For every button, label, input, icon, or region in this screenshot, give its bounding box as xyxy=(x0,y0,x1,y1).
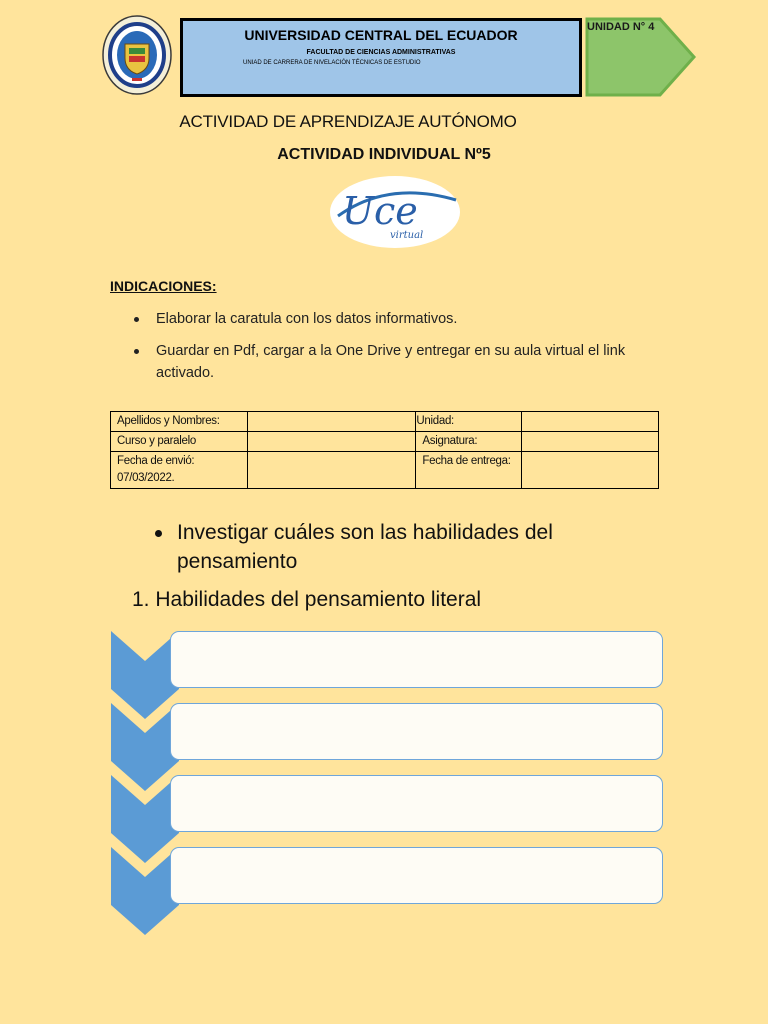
uce-logo-subtext: virtual xyxy=(390,230,424,241)
diagram-text-box[interactable] xyxy=(170,703,663,760)
header-banner xyxy=(180,18,582,97)
table-row xyxy=(111,432,659,452)
uce-logo-text: Uce xyxy=(342,189,418,233)
university-title: UNIVERSIDAD CENTRAL DEL ECUADOR xyxy=(244,27,518,43)
list-item: Guardar en Pdf, cargar a la One Drive y entregar en su aula virtual el link activado. xyxy=(132,340,652,384)
table-cell xyxy=(247,452,416,489)
activity-subtitle: ACTIVIDAD INDIVIDUAL Nº5 xyxy=(277,146,491,163)
diagram-text-box[interactable] xyxy=(170,775,663,832)
numbered-heading: 1. Habilidades del pensamiento literal xyxy=(132,588,482,611)
table-cell xyxy=(247,412,416,432)
table-row xyxy=(111,412,659,432)
table-cell xyxy=(522,412,659,432)
student-info-table xyxy=(110,411,659,489)
indicaciones-list xyxy=(132,308,652,394)
uce-virtual-logo xyxy=(328,174,462,250)
career-name: UNIAD DE CARRERA DE NIVELACIÓN TÉCNICAS DE ESTUDIO xyxy=(243,60,421,66)
diagram-text-box[interactable] xyxy=(170,847,663,904)
table-cell: Curso y paralelo xyxy=(111,432,248,452)
diagram-text-box[interactable] xyxy=(170,631,663,688)
table-cell xyxy=(522,432,659,452)
table-cell xyxy=(522,452,659,489)
indicaciones-heading: INDICACIONES: xyxy=(110,278,217,294)
chevron-down-icon xyxy=(111,847,179,935)
university-seal-icon xyxy=(101,14,173,96)
table-cell: Fecha de envió: 07/03/2022. xyxy=(111,452,248,489)
faculty-name: FACULTAD DE CIENCIAS ADMINISTRATIVAS xyxy=(306,49,456,56)
table-row xyxy=(111,452,659,489)
list-item: Investigar cuáles son las habilidades del pensamiento xyxy=(152,518,632,576)
table-cell: Fecha de entrega: xyxy=(416,452,522,489)
table-cell xyxy=(247,432,416,452)
task-list xyxy=(152,518,632,576)
list-item: Elaborar la caratula con los datos informativos. xyxy=(132,308,652,330)
unit-label: UNIDAD N° 4 xyxy=(587,21,655,33)
table-cell: Unidad: xyxy=(416,412,522,432)
table-cell: Asignatura: xyxy=(416,432,522,452)
activity-title: ACTIVIDAD DE APRENDIZAJE AUTÓNOMO xyxy=(179,112,517,131)
table-cell: Apellidos y Nombres: xyxy=(111,412,248,432)
